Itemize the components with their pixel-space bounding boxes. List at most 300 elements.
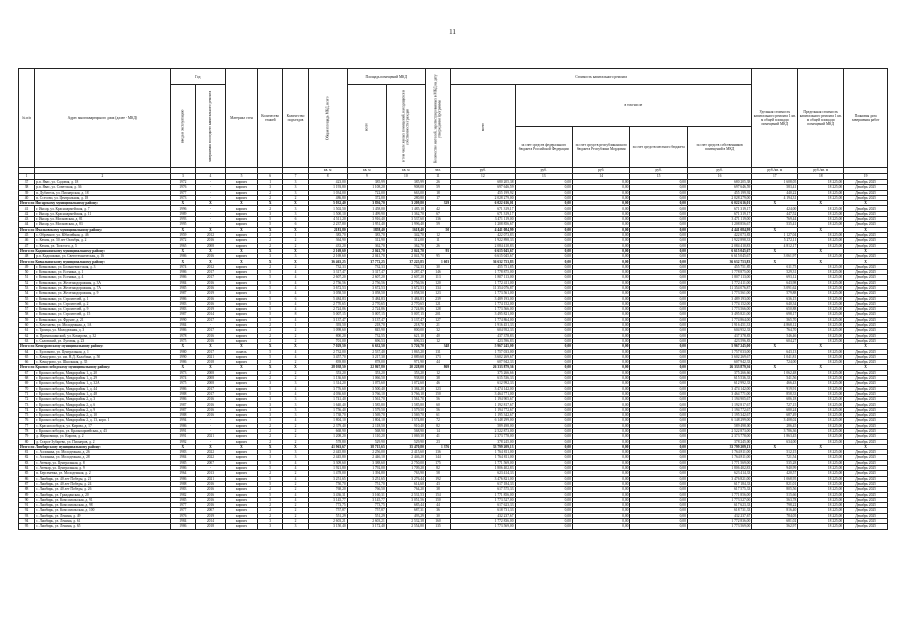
address-cell: г. Ковылкино, ул. Строителей, д. 15 bbox=[35, 312, 171, 317]
value-cell: 2008 bbox=[195, 370, 225, 375]
subtotal-cell: 2 169,60 bbox=[308, 248, 347, 253]
value-cell: Декабрь 2025 bbox=[844, 487, 888, 492]
value-cell: 353,20 bbox=[308, 370, 347, 375]
value-cell: 18 225,00 bbox=[798, 360, 844, 365]
value-cell: 2 169,60 bbox=[308, 254, 347, 259]
value-cell: кирпич bbox=[225, 206, 257, 211]
value-cell: 1994 bbox=[170, 418, 195, 423]
value-cell: 1 072,60 bbox=[386, 381, 425, 386]
value-cell: 732,33 bbox=[386, 264, 425, 269]
value-cell: кирпич bbox=[225, 402, 257, 407]
header-year-built: ввода в эксплуатацию bbox=[170, 85, 195, 168]
value-cell: 3 495 821,00 bbox=[451, 312, 515, 317]
value-cell: 0,00 bbox=[515, 323, 572, 328]
value-cell: 383,70 bbox=[308, 232, 347, 237]
value-cell: 0,00 bbox=[572, 423, 629, 428]
value-cell: - bbox=[195, 211, 225, 216]
value-cell: 46 bbox=[425, 381, 450, 386]
value-cell: 589 498,00 bbox=[687, 423, 751, 428]
address-cell: г. Краснослободск, Микрорайон 2, д. 13, корп. 1 bbox=[35, 418, 171, 423]
value-cell: 0,00 bbox=[572, 285, 629, 290]
value-cell: 3 776,60 bbox=[308, 386, 347, 391]
value-cell: 3 bbox=[283, 407, 308, 412]
value-cell: 218,70 bbox=[347, 323, 386, 328]
value-cell: 2022 bbox=[195, 455, 225, 460]
value-cell: 2 531,53 bbox=[386, 492, 425, 497]
header-area-group: Площадь помещений МКД bbox=[347, 69, 425, 85]
value-cell: 1 bbox=[258, 180, 283, 185]
value-cell: Декабрь 2025 bbox=[844, 423, 888, 428]
value-cell: кирпич bbox=[225, 333, 257, 338]
unit-cell: чел. bbox=[425, 168, 450, 174]
value-cell: 0,00 bbox=[572, 291, 629, 296]
value-cell: 4 bbox=[283, 317, 308, 322]
value-cell: 751,70 bbox=[347, 481, 386, 486]
address-cell: с. Лямбирь, ул. 40 лет Победы, д. 24 bbox=[35, 481, 171, 486]
value-cell: кирпич bbox=[225, 466, 257, 471]
value-cell: 0,00 bbox=[515, 307, 572, 312]
subtotal-cell: X bbox=[225, 444, 257, 449]
value-cell: 5 bbox=[258, 460, 283, 465]
value-cell: 1 806 402,83 bbox=[451, 466, 515, 471]
value-cell: 5 bbox=[258, 217, 283, 222]
value-cell: 562,97 bbox=[752, 524, 798, 529]
value-cell: 136 bbox=[425, 450, 450, 455]
value-cell: 5 bbox=[258, 497, 283, 502]
value-cell: 1974 bbox=[170, 375, 195, 380]
header-address: Адрес многоквартирного дома (далее - МКД) bbox=[35, 69, 171, 168]
value-cell: Декабрь 2025 bbox=[844, 476, 888, 481]
value-cell: 3 061,97 bbox=[752, 254, 798, 259]
value-cell: кирпич bbox=[225, 238, 257, 243]
value-cell: 1 193,80 bbox=[308, 185, 347, 190]
header-area-own: в том числе жилых помещений, находящихся в собственности граждан bbox=[386, 85, 425, 168]
value-cell: 0,00 bbox=[630, 222, 687, 227]
value-cell: 18 225,00 bbox=[798, 291, 844, 296]
row-number-cell: 40 bbox=[19, 195, 35, 200]
value-cell: 612 992,33 bbox=[451, 381, 515, 386]
value-cell: 433,20 bbox=[308, 243, 347, 248]
subtotal-cell: X bbox=[170, 344, 195, 349]
row-number-cell: 57 bbox=[19, 307, 35, 312]
value-cell: Декабрь 2025 bbox=[844, 450, 888, 455]
value-cell: 2017 bbox=[195, 349, 225, 354]
value-cell: 18 225,00 bbox=[798, 238, 844, 243]
value-cell: 11 354 076,87 bbox=[687, 285, 751, 290]
value-cell: 617 575,33 bbox=[451, 487, 515, 492]
value-cell: Декабрь 2025 bbox=[844, 354, 888, 359]
value-cell: 0,00 bbox=[630, 481, 687, 486]
value-cell: 5 bbox=[258, 492, 283, 497]
value-cell: 685,44 bbox=[386, 503, 425, 508]
value-cell: Декабрь 2025 bbox=[844, 296, 888, 301]
column-number-cell: 9 bbox=[347, 174, 386, 180]
value-cell: 0,00 bbox=[515, 513, 572, 518]
value-cell: 0,00 bbox=[515, 275, 572, 280]
value-cell: 2 770,65 bbox=[386, 301, 425, 306]
value-cell: 3 bbox=[283, 524, 308, 529]
header-total-area: Общая площадь МКД, всего bbox=[308, 69, 347, 168]
value-cell: 1 195 342,67 bbox=[451, 413, 515, 418]
row-number-cell: 46 bbox=[19, 238, 35, 243]
value-cell: 515,66 bbox=[752, 492, 798, 497]
row-number-cell: 56 bbox=[19, 301, 35, 306]
value-cell: кирпич bbox=[225, 450, 257, 455]
value-cell: 26 bbox=[425, 243, 450, 248]
value-cell: 0,00 bbox=[572, 222, 629, 227]
value-cell: 5 484,83 bbox=[308, 296, 347, 301]
address-cell: с. Кочкурово, ул. Школьная, д. 35 bbox=[35, 360, 171, 365]
subtotal-cell: X bbox=[844, 365, 888, 370]
header-year-overhaul: завершения последнего капитального ремонта bbox=[195, 85, 225, 168]
value-cell: 11 354 076,87 bbox=[451, 285, 515, 290]
value-cell: 732,33 bbox=[347, 264, 386, 269]
value-cell: 422 073,83 bbox=[451, 232, 515, 237]
value-cell: 2 bbox=[283, 238, 308, 243]
value-cell: - bbox=[195, 190, 225, 195]
value-cell: 2007 bbox=[195, 508, 225, 513]
value-cell: 2 373 778,00 bbox=[687, 434, 751, 439]
value-cell: 3 384,20 bbox=[386, 386, 425, 391]
header-incl: в том числе bbox=[515, 85, 752, 127]
value-cell: кирпич bbox=[225, 254, 257, 259]
value-cell: 0,00 bbox=[572, 439, 629, 444]
address-cell: с. Троица, ул. Молодежная, д. 3 bbox=[35, 328, 171, 333]
value-cell: 1984 bbox=[170, 455, 195, 460]
value-cell: 0,00 bbox=[630, 513, 687, 518]
value-cell: 0,00 bbox=[572, 508, 629, 513]
value-cell: 617 184,33 bbox=[687, 481, 751, 486]
row-number-cell: 72 bbox=[19, 397, 35, 402]
value-cell: 1984 bbox=[170, 280, 195, 285]
address-cell: г. Ковылкино, ул. Строителей, д. 9 bbox=[35, 307, 171, 312]
value-cell: 3 766,10 bbox=[347, 391, 386, 396]
value-cell: кирпич bbox=[225, 360, 257, 365]
header-floors: Количество этажей bbox=[258, 69, 283, 168]
value-cell: 1974 bbox=[170, 264, 195, 269]
column-number-cell: 8 bbox=[308, 174, 347, 180]
value-cell: 0,00 bbox=[630, 434, 687, 439]
subtotal-cell: 0,00 bbox=[515, 259, 572, 264]
value-cell: Декабрь 2025 bbox=[844, 285, 888, 290]
value-cell: 5 bbox=[258, 481, 283, 486]
value-cell: 1 192 817,67 bbox=[687, 402, 751, 407]
value-cell: 2 bbox=[283, 375, 308, 380]
value-cell: 0,00 bbox=[630, 402, 687, 407]
value-cell: 18 225,00 bbox=[798, 206, 844, 211]
value-cell: 5 bbox=[258, 270, 283, 275]
value-cell: кирпич bbox=[225, 296, 257, 301]
value-cell: 378 245,00 bbox=[451, 439, 515, 444]
value-cell: 1 922 898,33 bbox=[687, 238, 751, 243]
value-cell: 1 574,80 bbox=[386, 418, 425, 423]
value-cell: 353,20 bbox=[347, 370, 386, 375]
value-cell: 615 536,33 bbox=[451, 375, 515, 380]
value-cell: 0,00 bbox=[630, 217, 687, 222]
value-cell: 2017 bbox=[195, 270, 225, 275]
value-cell: Декабрь 2025 bbox=[844, 397, 888, 402]
value-cell: 640,34 bbox=[752, 301, 798, 306]
value-cell: 1 208 856,67 bbox=[451, 222, 515, 227]
column-number-cell: 10 bbox=[386, 174, 425, 180]
value-cell: 1986 bbox=[170, 275, 195, 280]
value-cell: 58 bbox=[425, 471, 450, 476]
value-cell: 650,88 bbox=[752, 307, 798, 312]
value-cell: - bbox=[195, 217, 225, 222]
value-cell: Декабрь 2025 bbox=[844, 317, 888, 322]
value-cell: 1 208 856,67 bbox=[687, 222, 751, 227]
value-cell: 2019 bbox=[195, 307, 225, 312]
value-cell: Декабрь 2025 bbox=[844, 275, 888, 280]
value-cell: 1 804,10 bbox=[308, 418, 347, 423]
value-cell: 0,00 bbox=[572, 296, 629, 301]
subtotal-cell: 26 333 879,36 bbox=[687, 365, 751, 370]
value-cell: 120 bbox=[425, 280, 450, 285]
value-cell: 2 bbox=[258, 190, 283, 195]
subtotal-cell: 38 715,65 bbox=[347, 444, 386, 449]
value-cell: 0,00 bbox=[572, 328, 629, 333]
value-cell: 18 225,00 bbox=[798, 349, 844, 354]
value-cell: 3 786,36 bbox=[752, 428, 798, 433]
subtotal-cell: X bbox=[258, 201, 283, 206]
value-cell: 2 bbox=[258, 360, 283, 365]
value-cell: кирпич bbox=[225, 407, 257, 412]
value-cell: 1986 bbox=[170, 423, 195, 428]
value-cell: 680 205,38 bbox=[687, 180, 751, 185]
value-cell: 680 205,38 bbox=[451, 180, 515, 185]
value-cell: 1 127,04 bbox=[752, 232, 798, 237]
value-cell: Декабрь 2025 bbox=[844, 222, 888, 227]
value-cell: Декабрь 2025 bbox=[844, 492, 888, 497]
subtotal-cell: X bbox=[195, 365, 225, 370]
row-number-cell: 80 bbox=[19, 439, 35, 444]
value-cell: 0,00 bbox=[630, 280, 687, 285]
value-cell: кирпич bbox=[225, 217, 257, 222]
value-cell: 1 068,95 bbox=[752, 476, 798, 481]
subtotal-cell: 2181,80 bbox=[308, 227, 347, 232]
value-cell: 1985 bbox=[170, 497, 195, 502]
value-cell: 0,00 bbox=[572, 185, 629, 190]
value-cell: 18 225,00 bbox=[798, 285, 844, 290]
value-cell: 0,00 bbox=[630, 397, 687, 402]
value-cell: 4 bbox=[283, 349, 308, 354]
row-number-cell: 55 bbox=[19, 296, 35, 301]
value-cell: 2 bbox=[258, 238, 283, 243]
value-cell: 2016 bbox=[195, 338, 225, 343]
value-cell: 38 bbox=[425, 487, 450, 492]
value-cell: 385,99 bbox=[386, 180, 425, 185]
value-cell: 1985 bbox=[170, 460, 195, 465]
value-cell: 437 378,83 bbox=[687, 333, 751, 338]
value-cell: 0,00 bbox=[572, 275, 629, 280]
value-cell: 1 062,48 bbox=[752, 370, 798, 375]
value-cell: кирпич bbox=[225, 243, 257, 248]
value-cell: 11 bbox=[425, 238, 450, 243]
value-cell: 0,00 bbox=[572, 338, 629, 343]
value-cell: 2 373 778,00 bbox=[451, 434, 515, 439]
value-cell: 18 225,00 bbox=[798, 513, 844, 518]
subtotal-cell: X bbox=[258, 227, 283, 232]
row-number-cell: 69 bbox=[19, 381, 35, 386]
value-cell: 0,00 bbox=[515, 312, 572, 317]
value-cell: Декабрь 2025 bbox=[844, 524, 888, 529]
value-cell: 732,55 bbox=[347, 333, 386, 338]
value-cell: 5 bbox=[258, 391, 283, 396]
value-cell: Декабрь 2025 bbox=[844, 349, 888, 354]
subtotal-cell: X bbox=[170, 201, 195, 206]
value-cell: 1987 bbox=[170, 402, 195, 407]
value-cell: 0,00 bbox=[572, 243, 629, 248]
value-cell: 41 bbox=[425, 434, 450, 439]
value-cell: Декабрь 2025 bbox=[844, 466, 888, 471]
address-cell: г. Ковылкино, ул. Есенина, д. 1 bbox=[35, 270, 171, 275]
value-cell: 0,00 bbox=[572, 407, 629, 412]
value-cell: 0,00 bbox=[630, 360, 687, 365]
value-cell: 18 225,00 bbox=[798, 391, 844, 396]
row-number-cell: 71 bbox=[19, 391, 35, 396]
value-cell: 1 314,20 bbox=[308, 381, 347, 386]
value-cell: 816,40 bbox=[752, 508, 798, 513]
value-cell: 72 bbox=[425, 418, 450, 423]
value-cell: 5 bbox=[258, 317, 283, 322]
subtotal-cell: X bbox=[844, 344, 888, 349]
subtotal-cell: X bbox=[225, 365, 257, 370]
value-cell: 800,00 bbox=[386, 328, 425, 333]
unit-cell: руб. bbox=[572, 168, 629, 174]
value-cell: 1 774 864,00 bbox=[451, 317, 515, 322]
row-number-cell: 79 bbox=[19, 434, 35, 439]
value-cell: 2 bbox=[258, 333, 283, 338]
value-cell: 0,00 bbox=[630, 238, 687, 243]
address-cell: п. Берсеневка, ул. Молодежная, д. 2 bbox=[35, 471, 171, 476]
value-cell: 2 237,80 bbox=[308, 222, 347, 227]
value-cell: 2008 bbox=[195, 243, 225, 248]
value-cell: 1 195 342,67 bbox=[687, 413, 751, 418]
value-cell: кирпич bbox=[225, 307, 257, 312]
value-cell: 5 bbox=[258, 466, 283, 471]
subtotal-cell: 0,00 bbox=[515, 201, 572, 206]
value-cell: 2 607,20 bbox=[347, 275, 386, 280]
value-cell: 455 199,92 bbox=[451, 190, 515, 195]
value-cell: 1 807 113,00 bbox=[451, 275, 515, 280]
subtotal-cell: 22 867,80 bbox=[347, 365, 386, 370]
value-cell: 0,00 bbox=[572, 301, 629, 306]
value-cell: 1 394,80 bbox=[347, 471, 386, 476]
value-cell: 3 bbox=[258, 254, 283, 259]
value-cell: 2 256,00 bbox=[347, 450, 386, 455]
value-cell: 2 756,56 bbox=[386, 280, 425, 285]
subtotal-cell: 5 032,40 bbox=[308, 201, 347, 206]
value-cell: 3 bbox=[283, 402, 308, 407]
subtotal-cell: 0,00 bbox=[515, 248, 572, 253]
value-cell: 0,00 bbox=[630, 243, 687, 248]
value-cell: 529,31 bbox=[752, 270, 798, 275]
value-cell: 0,00 bbox=[630, 370, 687, 375]
value-cell: 2 bbox=[283, 471, 308, 476]
value-cell: 18 225,00 bbox=[798, 487, 844, 492]
value-cell: 2 bbox=[258, 439, 283, 444]
subtotal-cell: 1 603 bbox=[425, 259, 450, 264]
value-cell: 2 bbox=[258, 243, 283, 248]
value-cell: 2 bbox=[258, 206, 283, 211]
value-cell: 565,70 bbox=[752, 317, 798, 322]
value-cell: 2 bbox=[283, 428, 308, 433]
value-cell: 3 217,30 bbox=[347, 354, 386, 359]
value-cell: 2017 bbox=[195, 386, 225, 391]
value-cell: 4 bbox=[283, 291, 308, 296]
address-cell: г. Краснослободск, Микрорайон 1, д. 20 bbox=[35, 370, 171, 375]
value-cell: 1986 bbox=[170, 360, 195, 365]
subtotal-label: Итого по Лямбирскому муниципальному району: bbox=[19, 444, 171, 449]
value-cell: 617 623,33 bbox=[687, 503, 751, 508]
value-cell: 750,70 bbox=[308, 481, 347, 486]
value-cell: 1984 bbox=[170, 323, 195, 328]
value-cell: 2016 bbox=[195, 407, 225, 412]
subtotal-cell: X bbox=[170, 259, 195, 264]
value-cell: 2 bbox=[283, 370, 308, 375]
address-cell: с. Кочелаево, ул. Молодежная, д. 1А bbox=[35, 323, 171, 328]
value-cell: 5 484,83 bbox=[347, 296, 386, 301]
value-cell: 0,00 bbox=[515, 423, 572, 428]
value-cell: 0,00 bbox=[630, 317, 687, 322]
value-cell: 0,00 bbox=[515, 232, 572, 237]
row-number-cell: 90 bbox=[19, 497, 35, 502]
value-cell: 18 225,00 bbox=[798, 264, 844, 269]
row-number-cell: 54 bbox=[19, 291, 35, 296]
value-cell: 3 091,62 bbox=[752, 285, 798, 290]
value-cell: 0,00 bbox=[515, 180, 572, 185]
value-cell: 1 772 411,00 bbox=[687, 280, 751, 285]
column-number-cell: 18 bbox=[798, 174, 844, 180]
value-cell: кирпич bbox=[225, 222, 257, 227]
value-cell: 18 225,00 bbox=[798, 508, 844, 513]
subtotal-cell: X bbox=[752, 365, 798, 370]
subtotal-cell: X bbox=[258, 259, 283, 264]
value-cell: 0,00 bbox=[515, 243, 572, 248]
value-cell: 1 108,20 bbox=[347, 185, 386, 190]
value-cell: 1 585,80 bbox=[386, 402, 425, 407]
value-cell: 2017 bbox=[195, 275, 225, 280]
value-cell: 583,41 bbox=[752, 185, 798, 190]
row-number-cell: 75 bbox=[19, 413, 35, 418]
value-cell: 919,91 bbox=[752, 386, 798, 391]
value-cell: 611,75 bbox=[752, 264, 798, 269]
value-cell: 0,00 bbox=[630, 413, 687, 418]
value-cell: кирпич bbox=[225, 503, 257, 508]
value-cell: 0,00 bbox=[515, 524, 572, 529]
value-cell: Декабрь 2025 bbox=[844, 375, 888, 380]
value-cell: кирпич bbox=[225, 195, 257, 200]
value-cell: 0,00 bbox=[572, 270, 629, 275]
value-cell: 0,00 bbox=[630, 206, 687, 211]
row-number-cell: 62 bbox=[19, 333, 35, 338]
value-cell: 0,00 bbox=[515, 185, 572, 190]
value-cell: 621,10 bbox=[386, 333, 425, 338]
value-cell: Декабрь 2025 bbox=[844, 307, 888, 312]
value-cell: 447,52 bbox=[752, 211, 798, 216]
value-cell: 4 812,17 bbox=[752, 243, 798, 248]
header-year-group: Год bbox=[170, 69, 225, 85]
subtotal-cell: X bbox=[195, 248, 225, 253]
value-cell: 512,15 bbox=[752, 450, 798, 455]
value-cell: 18 225,00 bbox=[798, 450, 844, 455]
value-cell: 4 bbox=[283, 476, 308, 481]
value-cell: 0,00 bbox=[515, 349, 572, 354]
value-cell: 858,33 bbox=[752, 391, 798, 396]
value-cell: 671 319,17 bbox=[687, 206, 751, 211]
value-cell: 529,90 bbox=[347, 439, 386, 444]
value-cell: 2 bbox=[283, 423, 308, 428]
